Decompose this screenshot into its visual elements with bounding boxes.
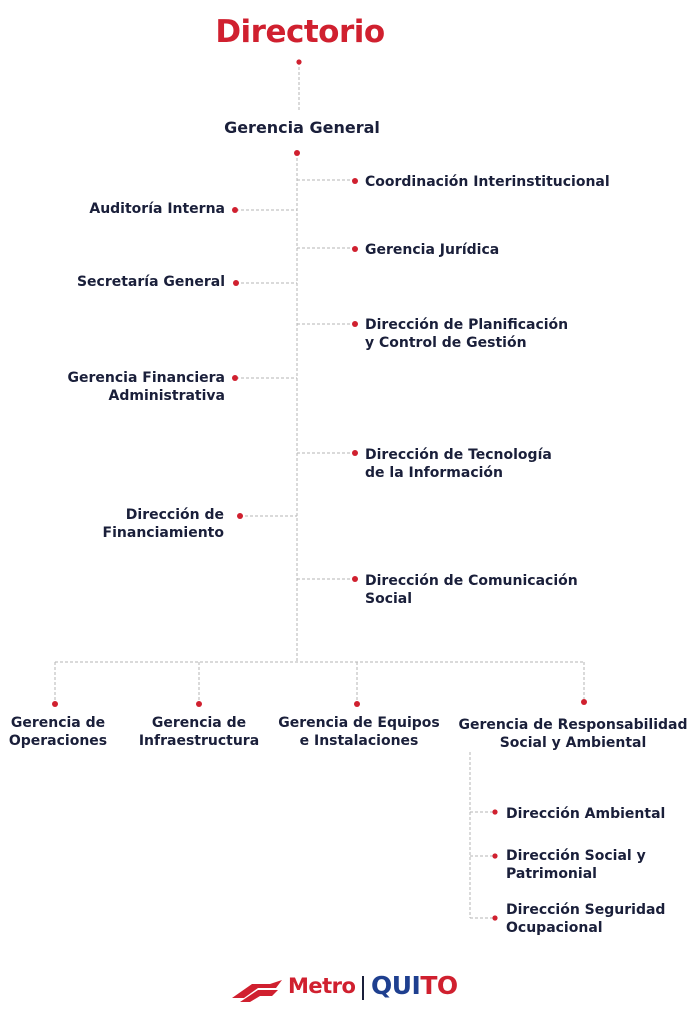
node-dot [352,178,358,184]
logo-divider [362,976,364,1000]
node-dot [237,513,243,519]
node-dot [492,853,497,858]
node-dot [294,150,300,156]
metro-quito-logo [228,966,468,1010]
node-dot [233,280,239,286]
node-direccion-comunicacion: Dirección de Comunicación Social [365,573,578,607]
node-dot [492,809,497,814]
node-direccion-seguridad-ocupacional: Dirección Seguridad Ocupacional [506,902,666,936]
node-gerencia-infraestructura: Gerencia de Infraestructura [138,715,260,749]
node-gerencia-responsabilidad: Gerencia de Responsabilidad Social y Ambiental [458,717,688,751]
node-dot [232,207,238,213]
metro-train-icon [230,976,286,1004]
node-dot [352,576,358,582]
node-direccion-social-patrimonial: Dirección Social y Patrimonial [506,848,646,882]
node-secretaria-general: Secretaría General [76,274,225,290]
node-dot [296,59,301,64]
node-auditoria-interna: Auditoría Interna [89,201,225,217]
node-dot [232,375,238,381]
node-gerencia-financiera: Gerencia Financiera Administrativa [67,370,225,404]
node-dot [352,450,358,456]
node-dot [196,701,202,707]
node-gerencia-general: Gerencia General [224,118,380,137]
node-gerencia-equipos: Gerencia de Equipos e Instalaciones [278,715,440,749]
node-dot [354,701,360,707]
node-direccion-tecnologia: Dirección de Tecnología de la Información [365,447,552,481]
node-gerencia-operaciones: Gerencia de Operaciones [8,715,108,749]
page-title: Directorio [215,14,385,50]
node-direccion-financiamiento: Dirección de Financiamiento [102,507,224,541]
node-dot [492,915,497,920]
quito-wordmark: QUITO [371,971,458,1000]
node-direccion-planificacion: Dirección de Planificación y Control de Gestión [365,317,569,351]
metro-wordmark: Metro [288,974,356,998]
node-direccion-ambiental: Dirección Ambiental [506,806,666,822]
node-gerencia-juridica: Gerencia Jurídica [365,242,500,258]
node-coordinacion-interinstitucional: Coordinación Interinstitucional [365,174,610,190]
node-dot [581,699,587,705]
node-dot [352,321,358,327]
node-dot [352,246,358,252]
node-dot [52,701,58,707]
